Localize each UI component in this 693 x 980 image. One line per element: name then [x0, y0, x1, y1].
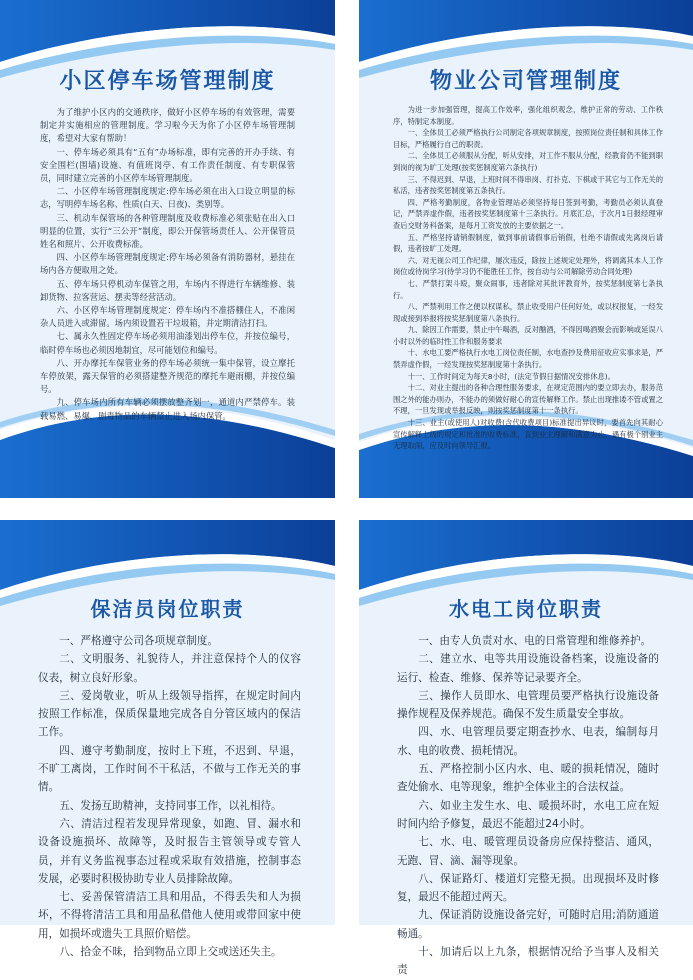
- paragraph: 九、保证消防设施设备完好，可随时启用;消防通道畅通。: [397, 909, 659, 940]
- paragraph: 五、严格控制小区内水、电、暖的损耗情况，随时查处偷水、电等现象，维护全体业主的合法权益。: [397, 763, 659, 794]
- paragraph: 四、严格考勤制度，各物业管理站必须坚持每日签到考勤，考勤员必须认真登记，严禁弄虚作假，违者按奖惩制度第十三条执行。月底汇总，于次月1日报经理审查后交财务科备案，是每月工资发放的主要依据之一。: [393, 197, 663, 230]
- board-body: [397, 632, 659, 980]
- paragraph: 二、全体员工必须服从分配，听从安排，对工作不服从分配，经教育仍不能到职到岗的视为旷工处理(按奖惩制度第六条执行): [393, 151, 663, 172]
- paragraph: 十一、工作时间定为每天8小时，(法定节假日据情况安排休息)。: [407, 371, 615, 381]
- paragraph: 七、妥善保管清洁工具和用品，不得丢失和人为损坏，不得将清洁工具和用品私借他人使用或带回家中使用，如损坏或遗失工具照价赔偿。: [38, 891, 301, 940]
- paragraph: 四、小区停车场管理制度规定:停车场必须备有消防器材，悬挂在场内各方便取用之处。: [40, 252, 295, 276]
- board-title: 小区停车场管理制度: [59, 69, 276, 94]
- paragraph: 二、建立水、电等共用设施设备档案，设施设备的运行、检查、维修、保养等记录要齐全。: [397, 653, 659, 684]
- paragraph: 四、遵守考勤制度，按时上下班，不迟到、早退，不旷工离岗，工作时间不干私活，不做与工作无关的事情。: [38, 744, 301, 794]
- board-title: 物业公司管理制度: [429, 69, 622, 94]
- board-body: [393, 104, 663, 452]
- board-electrician-duties: [359, 520, 693, 977]
- paragraph: 八、严禁利用工作之便以权谋私，禁止收受用户任何好处，或以权报复，一经发现或接到举报将按奖惩制度第八条执行。: [393, 302, 663, 323]
- paragraph: 二、文明服务、礼貌待人，并注意保持个人的仪容仪表，树立良好形象。: [38, 653, 301, 684]
- board-title: 保洁员岗位职责: [90, 597, 245, 621]
- board-body: [40, 106, 295, 423]
- board-property-company-rules: [359, 0, 693, 498]
- paragraph: 三、不得迟到、早退，上班时间不得串岗、打扑克、下棋或干其它与工作无关的私活，违者按奖惩制度第五条执行。: [393, 174, 663, 196]
- paragraph: 八、开办摩托车保管业务的停车场必须统一集中保管，设立摩托车停放架，露天保管的必须搭建整齐规范的摩托车避雨棚，并按位编号。: [40, 357, 295, 395]
- paragraph: 十、加请后以上九条，根据情况给予当事人及相关责: [397, 946, 659, 977]
- paragraph: 五、停车场只停机动车保管之用，车场内不得进行车辆维修、装卸货物、拉客营运、摆卖等经营活动。: [40, 278, 295, 302]
- paragraph: 三、机动车保管场的各种管理制度及收费标准必须张贴在出入口明显的位置，实行“三公开”制度，即公开保管场责任人、公开保管员姓名和照片、公开收费标准。: [40, 212, 295, 250]
- paragraph: 十三、业主(或使用人)对收费(含代收费项目)标准提出异议时，要首先向其耐心宣传解释上级的规定和批准的收费标准，直到业主理解和满意为止，遇有极个别业主无理取闹，应及时向领导汇报。: [393, 418, 663, 451]
- paragraph: 五、发扬互助精神，支持同事工作，以礼相待。: [59, 799, 282, 812]
- paragraph: 一、全体员工必须严格执行公司制定各项规章制度，按照岗位责任制和具体工作目标，严格履行自己的职责。: [393, 128, 663, 149]
- paragraph: 十二、对业主提出的各种合理性服务要求，在规定范围内的要立即去办，服务范围之外的能办则办，不能办的须做好耐心的宣传解释工作。禁止出现推诿不管或置之不理，一旦发现或举报反映，则按奖惩制度第十一条执行。: [393, 383, 663, 416]
- paragraph: 八、保证路灯、楼道灯完整无损。出现损坏及时修复，最迟不能超过两天。: [397, 872, 659, 904]
- paragraph: 一、由专人负责对水、电的日常管理和维修养护。: [418, 635, 652, 647]
- paragraph: 四、水、电管理员要定期查抄水、电表，编制每月水、电的收费、损耗情况。: [397, 726, 659, 757]
- paragraph: 六、清洁过程若发现异常现象，如跑、冒、漏水和设备设施损坏、故障等，及时报告主管领导或专管人员，并有义务监视事态过程或采取有效措施，控制事态发展，必要时积极协助专业人员排除故障。: [38, 817, 301, 885]
- paragraph: 七、属永久性固定停车场必须用油漆划出停车位，并按位编号，临时停车场也必须因地制宜，尽可能划位和编号。: [40, 331, 295, 355]
- paragraph: 九、停车场内所有车辆必须摆放整齐划一，通道内严禁停车。装载易燃、易爆、剧毒物品的车辆禁止进入场内保管。: [40, 397, 295, 421]
- paragraph: 三、爱岗敬业，听从上级领导指挥，在规定时间内按照工作标准，保质保量地完成各自分管区域内的保洁工作。: [38, 689, 301, 739]
- paragraph: 为进一步加强管理，提高工作效率，强化组织观念，维护正常的劳动、工作秩序，特制定本制度。: [393, 105, 663, 126]
- paragraph: 六、对无视公司工作纪律，屡次违反，除按上述规定处理外，将调离其本人工作岗位或待岗学习(待学习仍不能胜任工作，按自动与公司解除劳动合同处理): [393, 255, 663, 277]
- board-body: [38, 632, 301, 961]
- board-title: 水电工岗位职责: [449, 597, 603, 621]
- board-parking-rules: [0, 0, 335, 498]
- paragraph: 为了维护小区内的交通秩序，做好小区停车场的有效管理，需要制定并实施相应的管理制度。学习啦今天为你了小区停车场管理制度，希望对大家有帮助！: [40, 107, 295, 144]
- paragraph: 一、严格遵守公司各项规章制度。: [59, 635, 219, 647]
- paragraph: 十、水电工要严格执行水电工岗位责任制，水电查抄及费用征收应实事求是，严禁弄虚作假，一经发现按奖惩制度第十条执行。: [393, 348, 663, 370]
- paragraph: 七、严禁打架斗殴，聚众闹事，违者除对其批评教育外，按奖惩制度第七条执行。: [393, 278, 663, 300]
- paragraph: 八、拾金不昧，拾到物品立即上交或送还失主。: [59, 946, 282, 959]
- paragraph: 一、停车场必须具有“五有”办场标准，即有完善的开办手续、有安全围栏(围墙)设施、有值班岗亭、有工作责任制度、有专职保管员，同时建立完善的小区停车场管理制度。: [40, 146, 295, 184]
- paragraph: 二、小区停车场管理制度规定:停车场必须在出入口设立明显的标志，写明停车场名称、性质(白天、日夜)、类别等。: [40, 186, 295, 210]
- paragraph: 九、除因工作需要，禁止中午喝酒，反对酗酒，不得因喝酒聚会而影响或延误八小时以外的临时性工作和服务要求: [393, 325, 663, 346]
- paragraph: 五、严格坚持请销假制度，做到事前请假事后销假，杜绝不请假或先离岗后请假，违者按旷工处理。: [393, 232, 663, 254]
- paragraph: 六、小区停车场管理制度规定：停车场内不准搭棚住人，不准闲杂人员进入或滞留。场内须设置若干垃圾箱，并定期清洁打扫。: [40, 305, 295, 329]
- paragraph: 三、操作人员即水、电管理员要严格执行设施设备操作规程及保养规范。确保不发生质量安全事故。: [397, 689, 659, 721]
- paragraph: 六、如业主发生水、电、暖损坏时，水电工应在短时间内给予修复，最迟不能超过24小时。: [397, 799, 659, 830]
- paragraph: 七、水、电、暖管理员设备房应保持整洁、通风，无跑、冒、滴、漏等现象。: [397, 836, 659, 867]
- board-cleaner-duties: [0, 520, 335, 959]
